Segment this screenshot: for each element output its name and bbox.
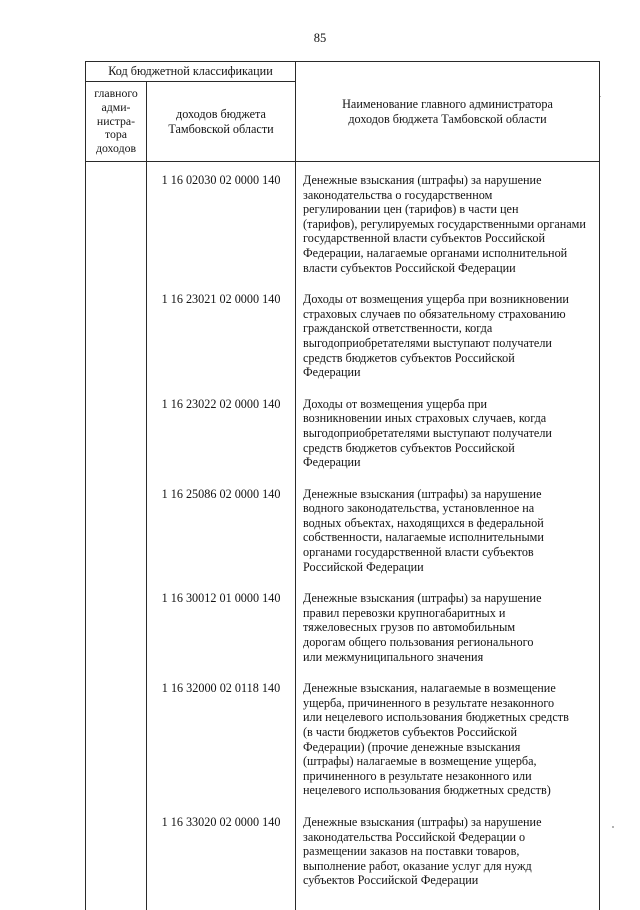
continuation-cell	[86, 894, 147, 910]
continuation-cell	[147, 894, 296, 910]
description-line: возникновении иных страховых случаев, когда	[303, 411, 547, 426]
description-line: органами государственной власти субъектов	[303, 545, 534, 560]
header-col-admin	[86, 82, 147, 162]
description-line: выполнение работ, оказание услуг для нужд	[303, 858, 532, 873]
description-line: страховых случаев по обязательному страхованию	[303, 306, 566, 321]
header-col-admin-line: адми-	[101, 99, 131, 114]
admin-code-cell	[86, 580, 147, 670]
header-group-title: Код бюджетной классификации	[86, 62, 296, 82]
header-group-row	[86, 62, 600, 82]
description-line: Денежные взыскания (штрафы) за нарушение	[303, 814, 542, 829]
description-line: законодательства о государственном	[303, 187, 493, 202]
description-line: Денежные взыскания (штрафы) за нарушение	[303, 591, 542, 606]
description-cell	[296, 281, 600, 386]
scan-speck	[600, 96, 601, 97]
description-line: водного законодательства, установленное на	[303, 501, 535, 516]
continuation-cell	[296, 894, 600, 910]
description-line: (тарифов), регулируемых государственными органами	[303, 216, 586, 231]
description-cell	[296, 476, 600, 581]
income-code-cell: 1 16 33020 02 0000 140	[147, 804, 296, 894]
admin-code-cell	[86, 281, 147, 386]
description-line: правил перевозки крупногабаритных и	[303, 605, 506, 620]
description-line: дорогам общего пользования регионального	[303, 635, 534, 650]
description-line: Денежные взыскания (штрафы) за нарушение	[303, 173, 542, 187]
description-line: Денежные взыскания (штрафы) за нарушение	[303, 486, 542, 501]
description-line: Российской Федерации	[303, 559, 424, 574]
description-cell	[296, 162, 600, 282]
table-body	[86, 162, 600, 910]
description-cell	[296, 386, 600, 476]
description-line: гражданской ответственности, когда	[303, 321, 493, 336]
scan-speck	[612, 826, 614, 828]
admin-code-cell	[86, 162, 147, 282]
description-line: власти субъектов Российской Федерации	[303, 260, 516, 275]
admin-code-cell	[86, 476, 147, 581]
description-cell	[296, 670, 600, 804]
header-col-name-line: Наименование главного администратора	[342, 96, 553, 111]
header-col-name-line: доходов бюджета Тамбовской области	[348, 111, 547, 126]
description-line: выгодоприобретателями выступают получатели	[303, 425, 552, 440]
budget-classification-table	[85, 61, 600, 910]
description-line: Федерации	[303, 365, 361, 380]
page-number: 85	[313, 31, 327, 45]
description-line: Доходы от возмещения ущерба при возникновении	[303, 292, 569, 307]
description-cell	[296, 580, 600, 670]
table-row	[86, 580, 600, 670]
description-line: Доходы от возмещения ущерба при	[303, 396, 488, 411]
description-line: государственной власти субъектов Российской	[303, 231, 545, 246]
description-line: Федерации) (прочие денежные взыскания	[303, 739, 521, 754]
description-line: Федерации, налагаемые органами исполнительной	[303, 245, 568, 260]
description-line: регулировании цен (тарифов) в части цен	[303, 202, 519, 217]
income-code-cell: 1 16 23022 02 0000 140	[147, 386, 296, 476]
header-col-income-line: Тамбовской области	[168, 121, 274, 136]
table-row	[86, 670, 600, 804]
admin-code-cell	[86, 670, 147, 804]
admin-code-cell	[86, 386, 147, 476]
description-line: (в части бюджетов субъектов Российской	[303, 725, 517, 739]
header-col-admin-line: доходов	[95, 141, 137, 156]
description-line: (штрафы) налагаемые в возмещение ущерба,	[303, 754, 537, 769]
description-line: собственности, налагаемые исполнительными	[303, 530, 544, 545]
table-row	[86, 804, 600, 894]
table-row	[86, 281, 600, 386]
description-line: нецелевого использования бюджетных средств)	[303, 783, 551, 798]
admin-code-cell	[86, 804, 147, 894]
description-line: или межмуниципального значения	[303, 649, 484, 664]
description-line: выгодоприобретателями выступают получатели	[303, 335, 552, 350]
table-continuation	[86, 894, 600, 910]
description-line: или нецелевого использования бюджетных средств	[303, 710, 569, 725]
header-col-income	[147, 82, 296, 162]
description-line: средств бюджетов субъектов Российской	[303, 350, 515, 365]
description-line: причиненного в результате незаконного или	[303, 768, 532, 783]
income-code-cell: 1 16 30012 01 0000 140	[147, 580, 296, 670]
header-col-admin-line: тора	[104, 127, 128, 142]
description-line: средств бюджетов субъектов Российской	[303, 440, 515, 455]
description-line: субъектов Российской Федерации	[303, 873, 479, 888]
header-col-admin-line: нистра-	[96, 113, 136, 128]
income-code-cell: 1 16 02030 02 0000 140	[147, 162, 296, 282]
income-code-cell: 1 16 25086 02 0000 140	[147, 476, 296, 581]
header-col-name	[296, 62, 600, 162]
income-code-cell: 1 16 23021 02 0000 140	[147, 281, 296, 386]
description-line: ущерба, причиненного в результате незаконного	[303, 695, 555, 710]
description-line: Федерации	[303, 455, 361, 470]
description-cell	[296, 804, 600, 894]
description-line: Денежные взыскания, налагаемые в возмещение	[303, 681, 556, 696]
table-row	[86, 476, 600, 581]
table-row	[86, 162, 600, 282]
description-line: тяжеловесных грузов по автомобильным	[303, 620, 516, 635]
header-col-income-line: доходов бюджета	[176, 106, 266, 121]
table-row	[86, 386, 600, 476]
description-line: размещении заказов на поставки товаров,	[303, 844, 520, 859]
description-line: водных объектах, находящихся в федеральной	[303, 515, 544, 530]
description-line: законодательства Российской Федерации о	[303, 829, 526, 844]
income-code-cell: 1 16 32000 02 0118 140	[147, 670, 296, 804]
header-col-admin-line: главного	[94, 86, 138, 100]
